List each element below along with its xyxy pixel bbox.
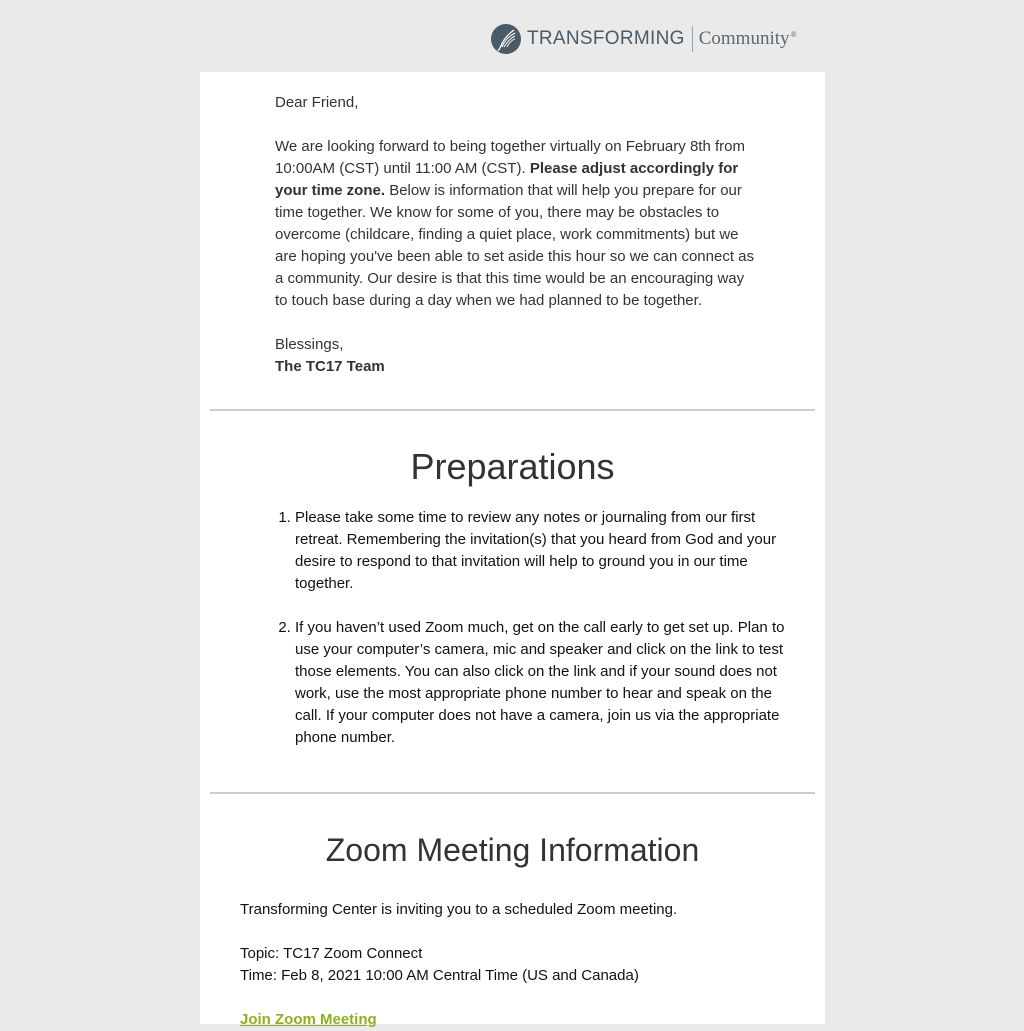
zoom-topic: Topic: TC17 Zoom Connect (240, 945, 423, 962)
preparation-item-2: 2. If you haven’t used Zoom much, get on the call early to get set up. Plan to use your computer’s camera, mic and speaker and click on the link to test those elements. You can also click on the link and if your sound does not work, use the most appropriate phone number to hear and speak on the call. If your computer does not have a camera, join us via the appropriate phone number. (295, 617, 795, 749)
zoom-heading: Zoom Meeting Information (325, 832, 700, 868)
leaf-logo-icon (491, 24, 521, 54)
letter-section (275, 92, 760, 378)
preparation-item-1: 1. Please take some time to review any notes or journaling from our first retreat. Remembering the invitation(s) that you heard from God and your desire to respond to that invitation will help to ground you in our time together. (295, 507, 795, 595)
closing: Blessings, (275, 336, 344, 353)
section-divider (210, 409, 815, 411)
zoom-info-section (240, 899, 800, 1031)
brand-separator (692, 26, 693, 52)
join-zoom-meeting-link[interactable]: Join Zoom Meeting (240, 1011, 377, 1028)
intro-paragraph (275, 136, 760, 312)
section-divider-2 (210, 792, 815, 794)
brand-primary-text: TRANSFORMING (527, 28, 685, 49)
zoom-intro: Transforming Center is inviting you to a scheduled Zoom meeting. (240, 901, 678, 918)
transforming-community-logo[interactable] (491, 24, 797, 54)
brand-secondary-text (699, 28, 797, 50)
preparations-list (275, 507, 795, 771)
zoom-time: Time: Feb 8, 2021 10:00 AM Central Time (US and Canada) (240, 967, 639, 984)
timezone-notice: Please adjust accordingly for your time zone. (275, 160, 739, 199)
brand-secondary-label: Community (698, 28, 790, 49)
email-header (0, 0, 1024, 72)
registered-mark: ® (790, 29, 797, 39)
email-body-card (200, 72, 825, 1028)
salutation: Dear Friend, (275, 94, 359, 111)
intro-text-rest: Below is information that will help you prepare for our time together. We know for some of you, there may be obstacles to overcome (childcare, finding a quiet place, work commitments) but we are hoping you've been able to set aside this hour so we can connect as a community. Our desire is that this time would be an encouraging way to touch base during a day when we had planned to be together. (275, 182, 755, 309)
intro-text: We are looking forward to being together virtually on February 8th from 10:00AM (CST) until 11:00 AM (CST). (275, 138, 745, 177)
signature: The TC17 Team (275, 358, 385, 375)
preparations-heading: Preparations (410, 446, 615, 487)
